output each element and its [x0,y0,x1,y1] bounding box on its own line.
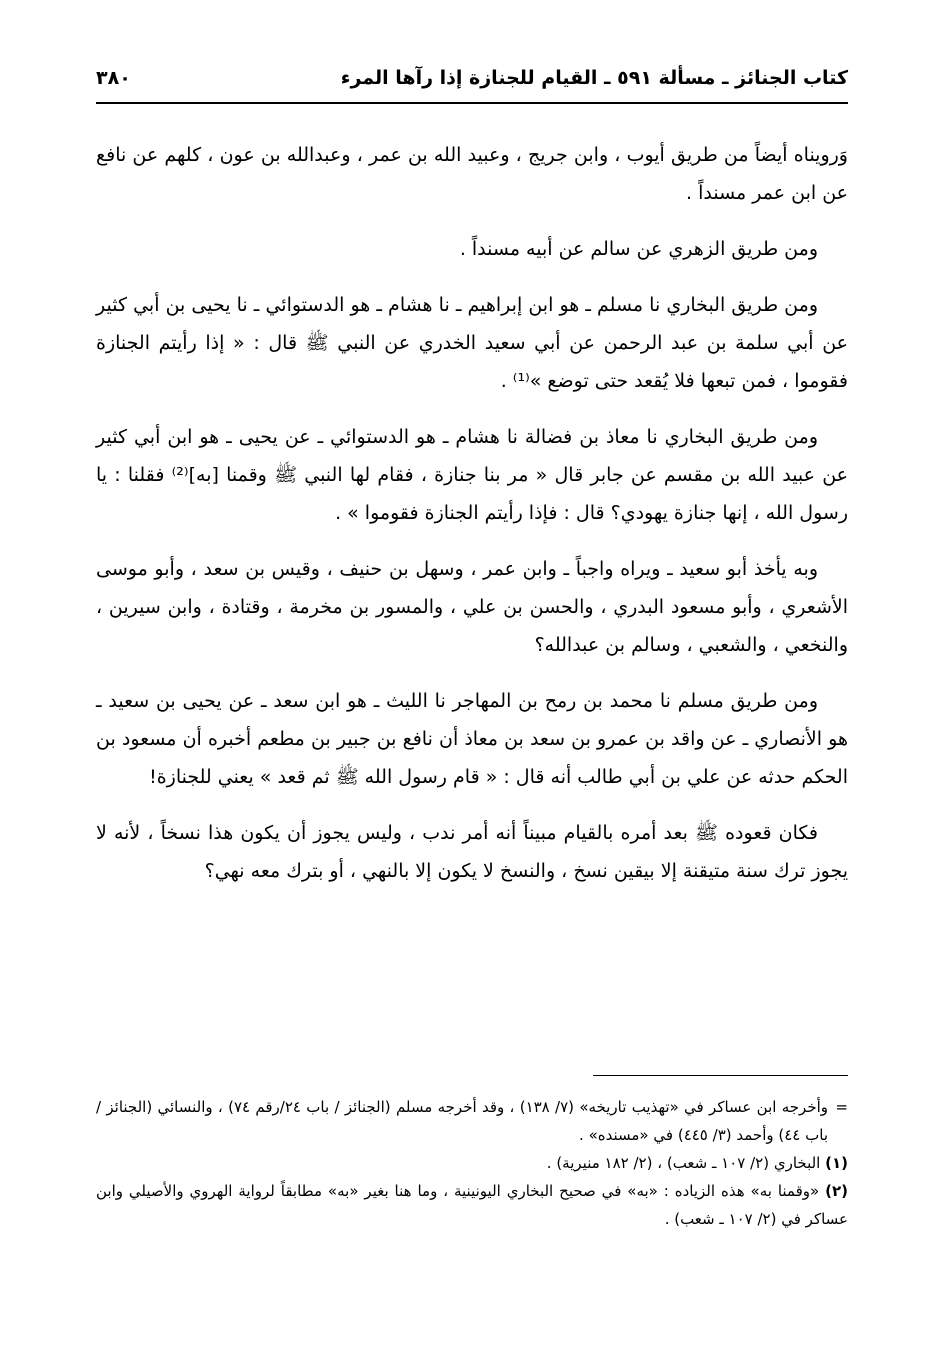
paragraph: ومن طريق البخاري نا معاذ بن فضالة نا هشام ـ هو الدستوائي ـ عن يحيى ـ هو ابن أبي كثير عن عبيد الله بن مقسم عن جابر قال « مر بنا جنازة ، فقام لها النبي ﷺ وقمنا [به]⁽²⁾ فقلنا : يا رسول الله ، إنها جنازة يهودي؟ قال : فإذا رأيتم الجنازة فقوموا » . [96,426,849,524]
paragraph: وبه يأخذ أبو سعيد ـ ويراه واجباً ـ وابن عمر ، وسهل بن حنيف ، وقيس بن سعد ، وأبو موسى الأشعري ، وأبو مسعود البدري ، والحسن بن علي ، والمسور بن مخرمة ، وقتادة ، وابن سيرين ، والنخعي ، والشعبي ، وسالم بن عبدالله؟ [96,558,848,656]
book-page [96,58,848,1338]
main-text [96,136,848,908]
header-rule [96,102,848,104]
paragraph: ومن طريق مسلم نا محمد بن رمح بن المهاجر نا الليث ـ هو ابن سعد ـ عن يحيى بن سعيد ـ هو الأنصاري ـ عن واقد بن عمرو بن سعد بن معاذ أن نافع بن جبير بن مطعم أخبره أن مسعود بن الحكم حدثه عن علي بن أبي طالب أنه قال : « قام رسول الله ﷺ ثم قعد » يعني للجنازة! [96,690,848,788]
paragraph: وَرويناه أيضاً من طريق أيوب ، وابن جريج ، وعبيد الله بن عمر ، وعبدالله بن عون ، كلهم عن نافع عن ابن عمر مسنداً . [96,144,848,204]
running-title: كتاب الجنائز ـ مسألة ٥٩١ ـ القيام للجنازة إذا رآها المرء [340,67,848,89]
footnote-continuation: = وأخرجه ابن عساكر في «تهذيب تاريخه» (٧/ ١٣٨) ، وقد أخرجه مسلم (الجنائز / باب ٢٤/رقم ٧٤) ، والنسائي (الجنائز / باب ٤٤) وأحمد (٣/ ٤٤٥) في «مسنده» . [96,1093,848,1149]
paragraph: ومن طريق البخاري نا مسلم ـ هو ابن إبراهيم ـ نا هشام ـ هو الدستوائي ـ نا يحيى بن أبي كثير عن أبي سلمة بن عبد الرحمن عن أبي سعيد الخدري عن النبي ﷺ قال : « إذا رأيتم الجنازة فقوموا ، فمن تبعها فلا يُقعد حتى توضع »⁽¹⁾ . [96,294,848,392]
footnote-2-marker: (٢) [825,1182,848,1200]
paragraph: فكان قعوده ﷺ بعد أمره بالقيام مبيناً أنه أمر ندب ، وليس يجوز أن يكون هذا نسخاً ، لأنه لا يجوز ترك سنة متيقنة إلا بيقين نسخ ، والنسخ لا يكون إلا بالنهي ، أو بترك معه نهي؟ [96,822,848,882]
page-number: ٣٨٠ [96,67,131,89]
footnote-2 [96,1177,848,1233]
running-header [96,58,848,98]
footnote-1-marker: (١) [825,1154,848,1172]
footnote-1 [96,1149,848,1177]
footnote-1-text: البخاري (٢/ ١٠٧ ـ شعب) ، (٢/ ١٨٢ منيرية) . [546,1154,821,1172]
paragraph: ومن طريق الزهري عن سالم عن أبيه مسنداً . [459,238,818,260]
footnote-2-text: «وقمنا به» هذه الزياده : «به» في صحيح البخاري اليونينية ، وما هنا بغير «به» مطابقاً لرواية الهروي والأصيلي وابن عساكر في (٢/ ١٠٧ ـ شعب) . [96,1182,848,1228]
footnote-rule [593,1075,848,1076]
footnotes [96,1093,848,1233]
